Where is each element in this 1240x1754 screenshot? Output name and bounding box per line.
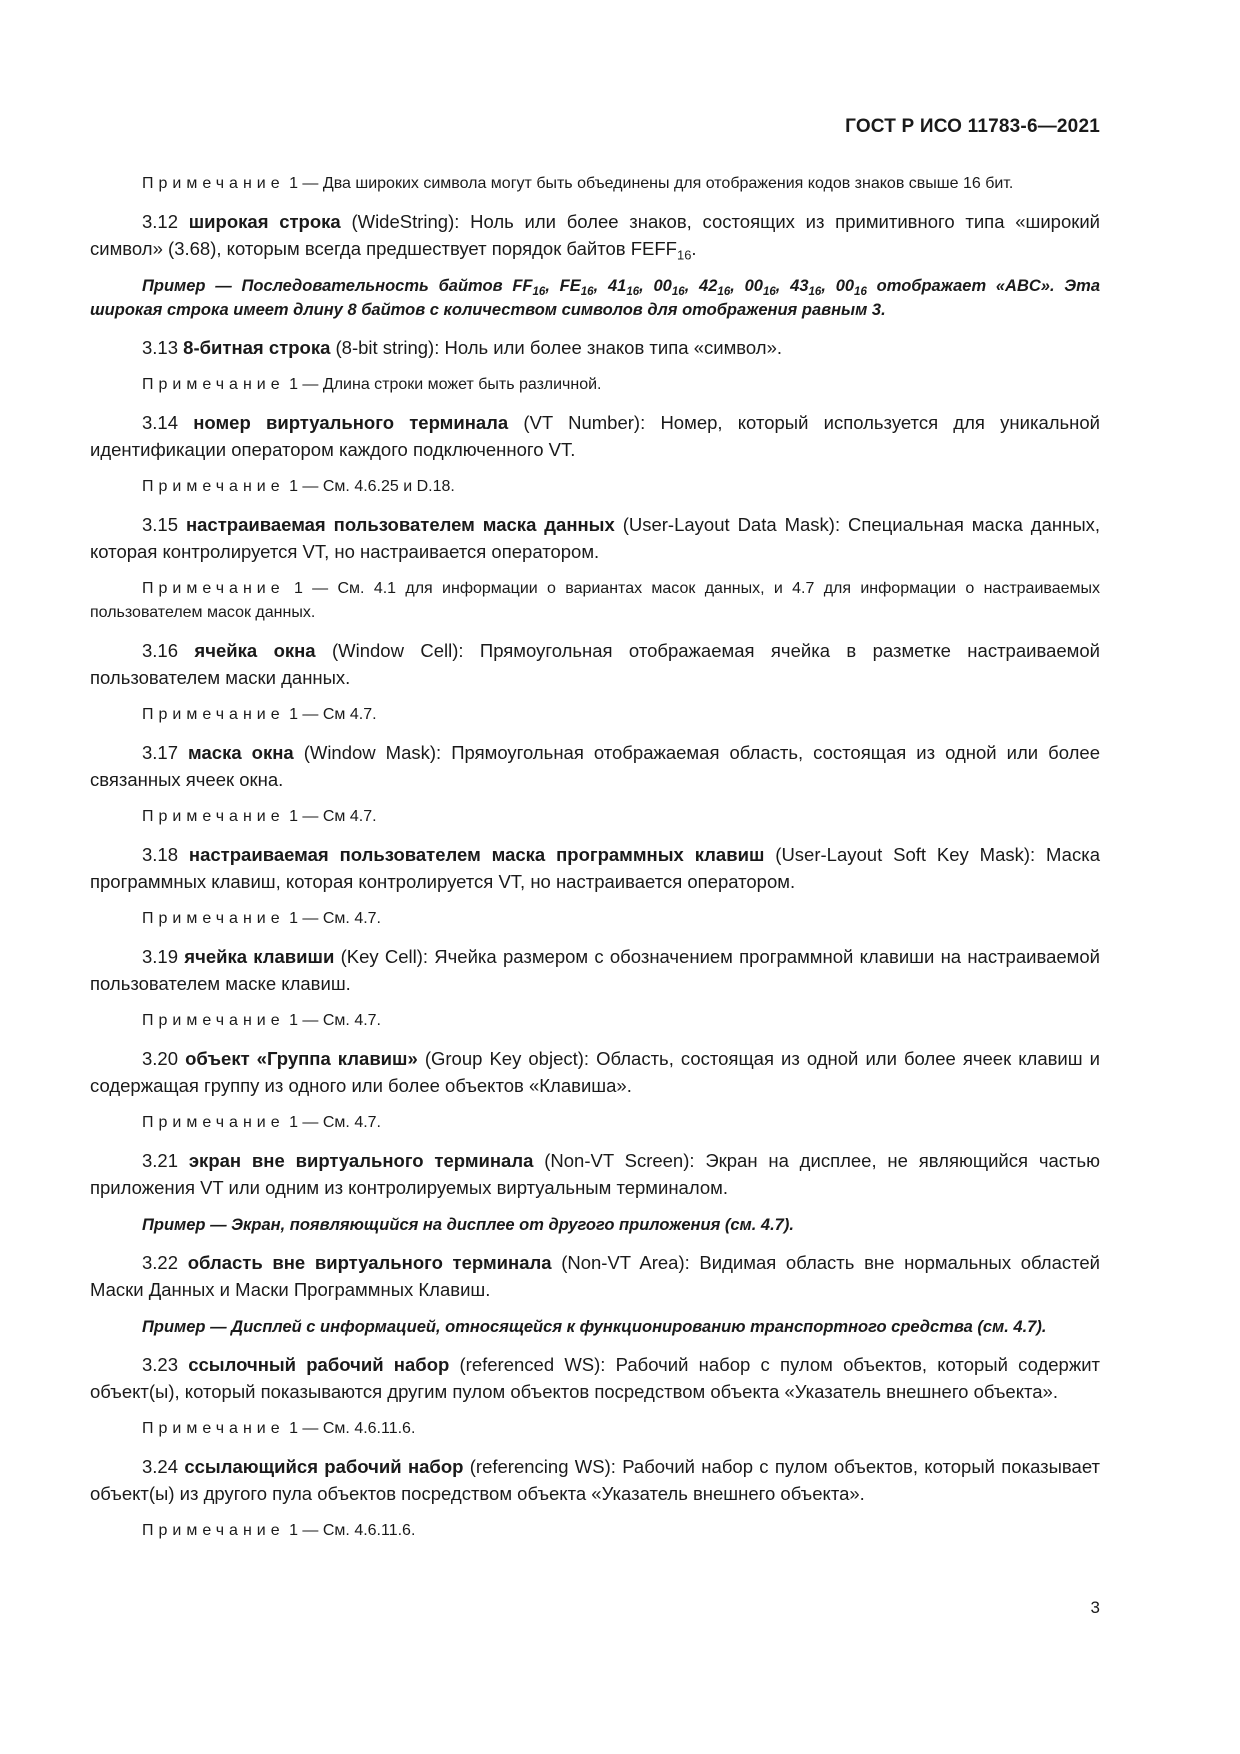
note-paragraph: [90, 907, 1100, 931]
term-name: номер виртуального терминала: [193, 412, 509, 433]
term-text: (VT Number): Номер, который используется для уникальной идентификации оператором каждого подключенного VT.: [90, 412, 1101, 460]
byte-subscript: 16: [532, 286, 546, 299]
term-number: 3.13: [142, 337, 179, 358]
term-name: маска окна: [188, 742, 294, 763]
term-definition: [90, 637, 1100, 691]
term-name: настраиваемая пользователем маска программных клавиш: [188, 844, 765, 865]
byte-value: 42: [699, 277, 718, 295]
note-text: — Длина строки может быть различной.: [302, 376, 602, 393]
term-number: 3.19: [142, 946, 179, 967]
term-text: (8-bit string): Ноль или более знаков типа «символ».: [330, 337, 783, 358]
term-name: широкая строка: [188, 211, 341, 232]
byte-subscript: 16: [580, 286, 594, 299]
note-label: Примечание: [142, 706, 285, 723]
byte-subscript: 16: [717, 286, 731, 299]
term-subscript: 16: [677, 247, 692, 263]
note-text: — См. 4.6.11.6.: [302, 1522, 416, 1539]
byte-subscript: 16: [808, 286, 822, 299]
example-paragraph: Пример — Экран, появляющийся на дисплее от другого приложения (см. 4.7).: [142, 1216, 794, 1234]
note-label: Примечание: [142, 910, 285, 927]
byte-value: 43: [790, 277, 809, 295]
term-text: (Window Mask): Прямоугольная отображаемая область, состоящая из одной или более связанных ячеек окна.: [90, 742, 1101, 790]
term-number: 3.15: [142, 514, 179, 535]
document-code: ГОСТ Р ИСО 11783-6—2021: [845, 116, 1100, 137]
term-text: (WideString): Ноль или более знаков, состоящих из примитивного типа «широкий символ» (3.68), которым всегда предшествует порядок байтов FEFF: [90, 211, 1101, 259]
note-paragraph: [90, 475, 1100, 499]
term-name: область вне виртуального терминала: [187, 1252, 552, 1273]
term-text: (Key Cell): Ячейка размером с обозначением программной клавиши на настраиваемой пользователем маске клавиш.: [90, 946, 1101, 994]
note-paragraph: [90, 577, 1100, 625]
term-number: 3.17: [142, 742, 179, 763]
note-number: 1: [289, 910, 298, 927]
term-definition: [90, 208, 1100, 262]
page-number: 3: [1090, 1598, 1100, 1617]
note-label: Примечание: [142, 478, 285, 495]
term-name: ячейка окна: [194, 640, 316, 661]
term-name: ячейка клавиши: [184, 946, 335, 967]
note-paragraph: [90, 1519, 1100, 1543]
term-tail: .: [691, 238, 697, 259]
note-text: — См. 4.1 для информации о вариантах масок данных, и 4.7 для информации о настраиваемых пользователем масок данных.: [90, 580, 1100, 621]
term-definition: [90, 1147, 1100, 1201]
term-text: (Non-VT Area): Видимая область вне нормальных областей Маски Данных и Маски Программных Клавиш.: [90, 1252, 1101, 1300]
byte-subscript: 16: [671, 286, 685, 299]
term-number: 3.21: [142, 1150, 179, 1171]
byte-separator: ,: [775, 277, 791, 295]
note-label: Примечание: [142, 808, 285, 825]
note-paragraph: [90, 172, 1100, 196]
term-definition: [90, 1351, 1100, 1405]
byte-separator: [867, 277, 877, 295]
byte-value: FF: [512, 277, 533, 295]
byte-value: 00: [835, 277, 855, 295]
term-definition: [90, 409, 1100, 463]
byte-subscript: 16: [762, 286, 776, 299]
note-number: 1: [289, 1012, 298, 1029]
note-number: 1: [289, 376, 298, 393]
byte-separator: ,: [545, 277, 560, 295]
note-text: — См 4.7.: [302, 706, 377, 723]
term-number: 3.16: [142, 640, 179, 661]
term-number: 3.12: [142, 211, 179, 232]
term-definition: [90, 1249, 1100, 1303]
note-label: Примечание: [142, 580, 285, 597]
term-definition: [90, 841, 1100, 895]
term-definition: [90, 334, 1100, 361]
term-number: 3.24: [142, 1456, 179, 1477]
term-number: 3.14: [142, 412, 179, 433]
note-number: 1: [289, 706, 298, 723]
term-definition: [90, 1453, 1100, 1507]
note-number: 1: [289, 1522, 298, 1539]
note-text: — См 4.7.: [302, 808, 377, 825]
example-tail: отображает «ABC». Эта широкая строка имеет длину 8 байтов с количеством символов для отображения равным 3.: [90, 277, 1101, 319]
byte-separator: ,: [593, 277, 608, 295]
byte-separator: ,: [684, 277, 700, 295]
example-lead: Пример — Последовательность байтов: [142, 277, 513, 295]
byte-subscript: 16: [626, 286, 640, 299]
term-number: 3.18: [142, 844, 179, 865]
document-body: [90, 172, 1100, 1555]
note-label: Примечание: [142, 1114, 285, 1131]
note-label: Примечание: [142, 376, 285, 393]
note-label: Примечание: [142, 175, 285, 192]
document-page: [90, 0, 1100, 1754]
byte-value: 00: [653, 277, 672, 295]
term-name: экран вне виртуального терминала: [188, 1150, 534, 1171]
note-label: Примечание: [142, 1522, 285, 1539]
term-number: 3.22: [142, 1252, 179, 1273]
term-name: объект «Группа клавиш»: [185, 1048, 418, 1069]
term-definition: [90, 511, 1100, 565]
term-name: ссылочный рабочий набор: [188, 1354, 450, 1375]
note-paragraph: [90, 1111, 1100, 1135]
term-text: (User-Layout Data Mask): Специальная маска данных, которая контролируется VT, но настраивается оператором.: [90, 514, 1101, 562]
term-definition: [90, 1045, 1100, 1099]
note-text: — См. 4.6.25 и D.18.: [302, 478, 455, 495]
byte-separator: ,: [639, 277, 654, 295]
note-paragraph: [90, 1417, 1100, 1441]
note-paragraph: [90, 805, 1100, 829]
note-number: 1: [289, 1420, 298, 1437]
note-number: 1: [293, 580, 303, 597]
note-paragraph: [90, 1009, 1100, 1033]
term-name: 8-битная строка: [183, 337, 331, 358]
term-name: настраиваемая пользователем маска данных: [185, 514, 615, 535]
example-paragraph: Пример — Дисплей с информацией, относящейся к функционированию транспортного средства (см. 4.7).: [142, 1318, 1047, 1336]
term-text: (referenced WS): Рабочий набор с пулом объектов, который содержит объект(ы), который показываются другим пулом объектов посредством объекта «Указатель внешнего объекта».: [90, 1354, 1101, 1402]
byte-value: FE: [559, 277, 581, 295]
note-text: — См. 4.7.: [302, 910, 381, 927]
term-text: (User-Layout Soft Key Mask): Маска программных клавиш, которая контролируется VT, но настраивается оператором.: [90, 844, 1101, 892]
note-label: Примечание: [142, 1012, 285, 1029]
example-paragraph: [90, 274, 1100, 322]
note-text: — См. 4.7.: [302, 1114, 381, 1131]
byte-value: 00: [744, 277, 763, 295]
note-number: 1: [289, 478, 298, 495]
note-label: Примечание: [142, 1420, 285, 1437]
note-text: — См. 4.7.: [302, 1012, 381, 1029]
term-text: (Non-VT Screen): Экран на дисплее, не являющийся частью приложения VT или одним из контролируемых виртуальным терминалом.: [90, 1150, 1101, 1198]
note-text: — См. 4.6.11.6.: [302, 1420, 416, 1437]
term-number: 3.23: [142, 1354, 179, 1375]
note-number: 1: [289, 1114, 298, 1131]
term-number: 3.20: [142, 1048, 179, 1069]
byte-separator: ,: [821, 277, 836, 295]
term-definition: [90, 943, 1100, 997]
term-text: (Window Cell): Прямоугольная отображаемая ячейка в разметке настраиваемой пользователем маски данных.: [90, 640, 1100, 688]
term-name: ссылающийся рабочий набор: [184, 1456, 464, 1477]
byte-value: 41: [607, 277, 627, 295]
note-number: 1: [289, 175, 298, 192]
note-number: 1: [289, 808, 298, 825]
note-paragraph: [90, 373, 1100, 397]
term-text: (Group Key object): Область, состоящая из одной или более ячеек клавиш и содержащая группу из одного или более объектов «Клавиша».: [90, 1048, 1100, 1096]
note-text: — Два широких символа могут быть объединены для отображения кодов знаков свыше 16 бит.: [302, 175, 1014, 192]
note-paragraph: [90, 703, 1100, 727]
term-text: (referencing WS): Рабочий набор с пулом объектов, который показывает объект(ы) из другого пула объектов посредством объекта «Указатель внешнего объекта».: [90, 1456, 1100, 1504]
term-definition: [90, 739, 1100, 793]
byte-separator: ,: [730, 277, 745, 295]
byte-subscript: 16: [854, 286, 867, 299]
